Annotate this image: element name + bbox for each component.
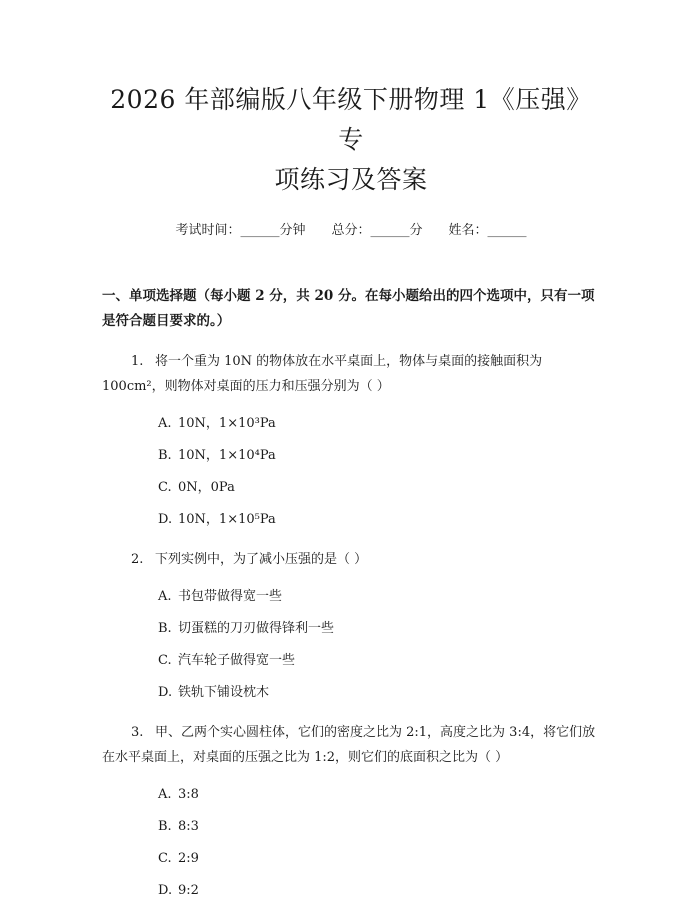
option-text: 9:2 bbox=[178, 883, 199, 898]
option-text: 0N，0Pa bbox=[178, 480, 235, 495]
option-text: 8:3 bbox=[178, 819, 199, 834]
option-text: 切蛋糕的刀刃做得锋利一些 bbox=[178, 621, 335, 636]
question-stem: 下列实例中，为了减小压强的是（ ） bbox=[155, 552, 368, 567]
exam-time: 考试时间：______分钟 bbox=[175, 223, 306, 238]
option-text: 10N，1×10⁴Pa bbox=[178, 448, 276, 463]
option-2d bbox=[158, 683, 600, 703]
option-text: 10N，1×10³Pa bbox=[178, 416, 276, 431]
option-letter: B. bbox=[158, 448, 172, 463]
option-1b bbox=[158, 446, 600, 466]
option-text: 3:8 bbox=[178, 787, 199, 802]
question-1 bbox=[102, 349, 600, 399]
option-text: 2:9 bbox=[178, 851, 199, 866]
option-letter: D. bbox=[158, 685, 173, 700]
option-text: 铁轨下铺设枕木 bbox=[178, 685, 270, 700]
question-3 bbox=[102, 720, 600, 770]
question-number: 2. bbox=[131, 552, 144, 567]
option-1d bbox=[158, 510, 600, 530]
option-letter: A. bbox=[158, 787, 172, 802]
section-heading: 一、单项选择题（每小题 2 分，共 20 分。在每小题给出的四个选项中，只有一项是符合题目要求的。） bbox=[102, 288, 595, 329]
document-title bbox=[102, 0, 600, 200]
option-1a bbox=[158, 414, 600, 434]
option-2a bbox=[158, 587, 600, 607]
option-text: 汽车轮子做得宽一些 bbox=[178, 653, 296, 668]
option-letter: C. bbox=[158, 480, 172, 495]
option-letter: C. bbox=[158, 653, 172, 668]
student-name: 姓名：______ bbox=[448, 223, 527, 238]
question-stem: 甲、乙两个实心圆柱体，它们的密度之比为 2:1，高度之比为 3:4，将它们放在水平桌面上，对桌面的压强之比为 1:2，则它们的底面积之比为（ ） bbox=[102, 725, 596, 765]
option-3c bbox=[158, 849, 600, 869]
option-2c bbox=[158, 651, 600, 671]
option-3d bbox=[158, 881, 600, 901]
question-stem: 将一个重为 10N 的物体放在水平桌面上，物体与桌面的接触面积为 100cm²，则物体对桌面的压力和压强分别为（ ） bbox=[102, 354, 543, 394]
option-letter: D. bbox=[158, 883, 173, 898]
option-2b bbox=[158, 619, 600, 639]
option-text: 书包带做得宽一些 bbox=[178, 589, 283, 604]
option-letter: C. bbox=[158, 851, 172, 866]
option-letter: B. bbox=[158, 819, 172, 834]
option-letter: A. bbox=[158, 416, 172, 431]
option-3b bbox=[158, 817, 600, 837]
question-2 bbox=[102, 547, 600, 572]
exam-meta bbox=[102, 221, 600, 241]
option-letter: D. bbox=[158, 512, 173, 527]
option-3a bbox=[158, 785, 600, 805]
option-letter: B. bbox=[158, 621, 172, 636]
option-1c bbox=[158, 478, 600, 498]
total-score: 总分：______分 bbox=[331, 223, 423, 238]
question-number: 3. bbox=[131, 725, 144, 740]
option-text: 10N，1×10⁵Pa bbox=[178, 512, 276, 527]
question-number: 1. bbox=[131, 354, 144, 369]
option-letter: A. bbox=[158, 589, 172, 604]
title-line-2: 项练习及答案 bbox=[274, 165, 428, 194]
title-line-1: 2026 年部编版八年级下册物理 1《压强》专 bbox=[110, 85, 592, 154]
